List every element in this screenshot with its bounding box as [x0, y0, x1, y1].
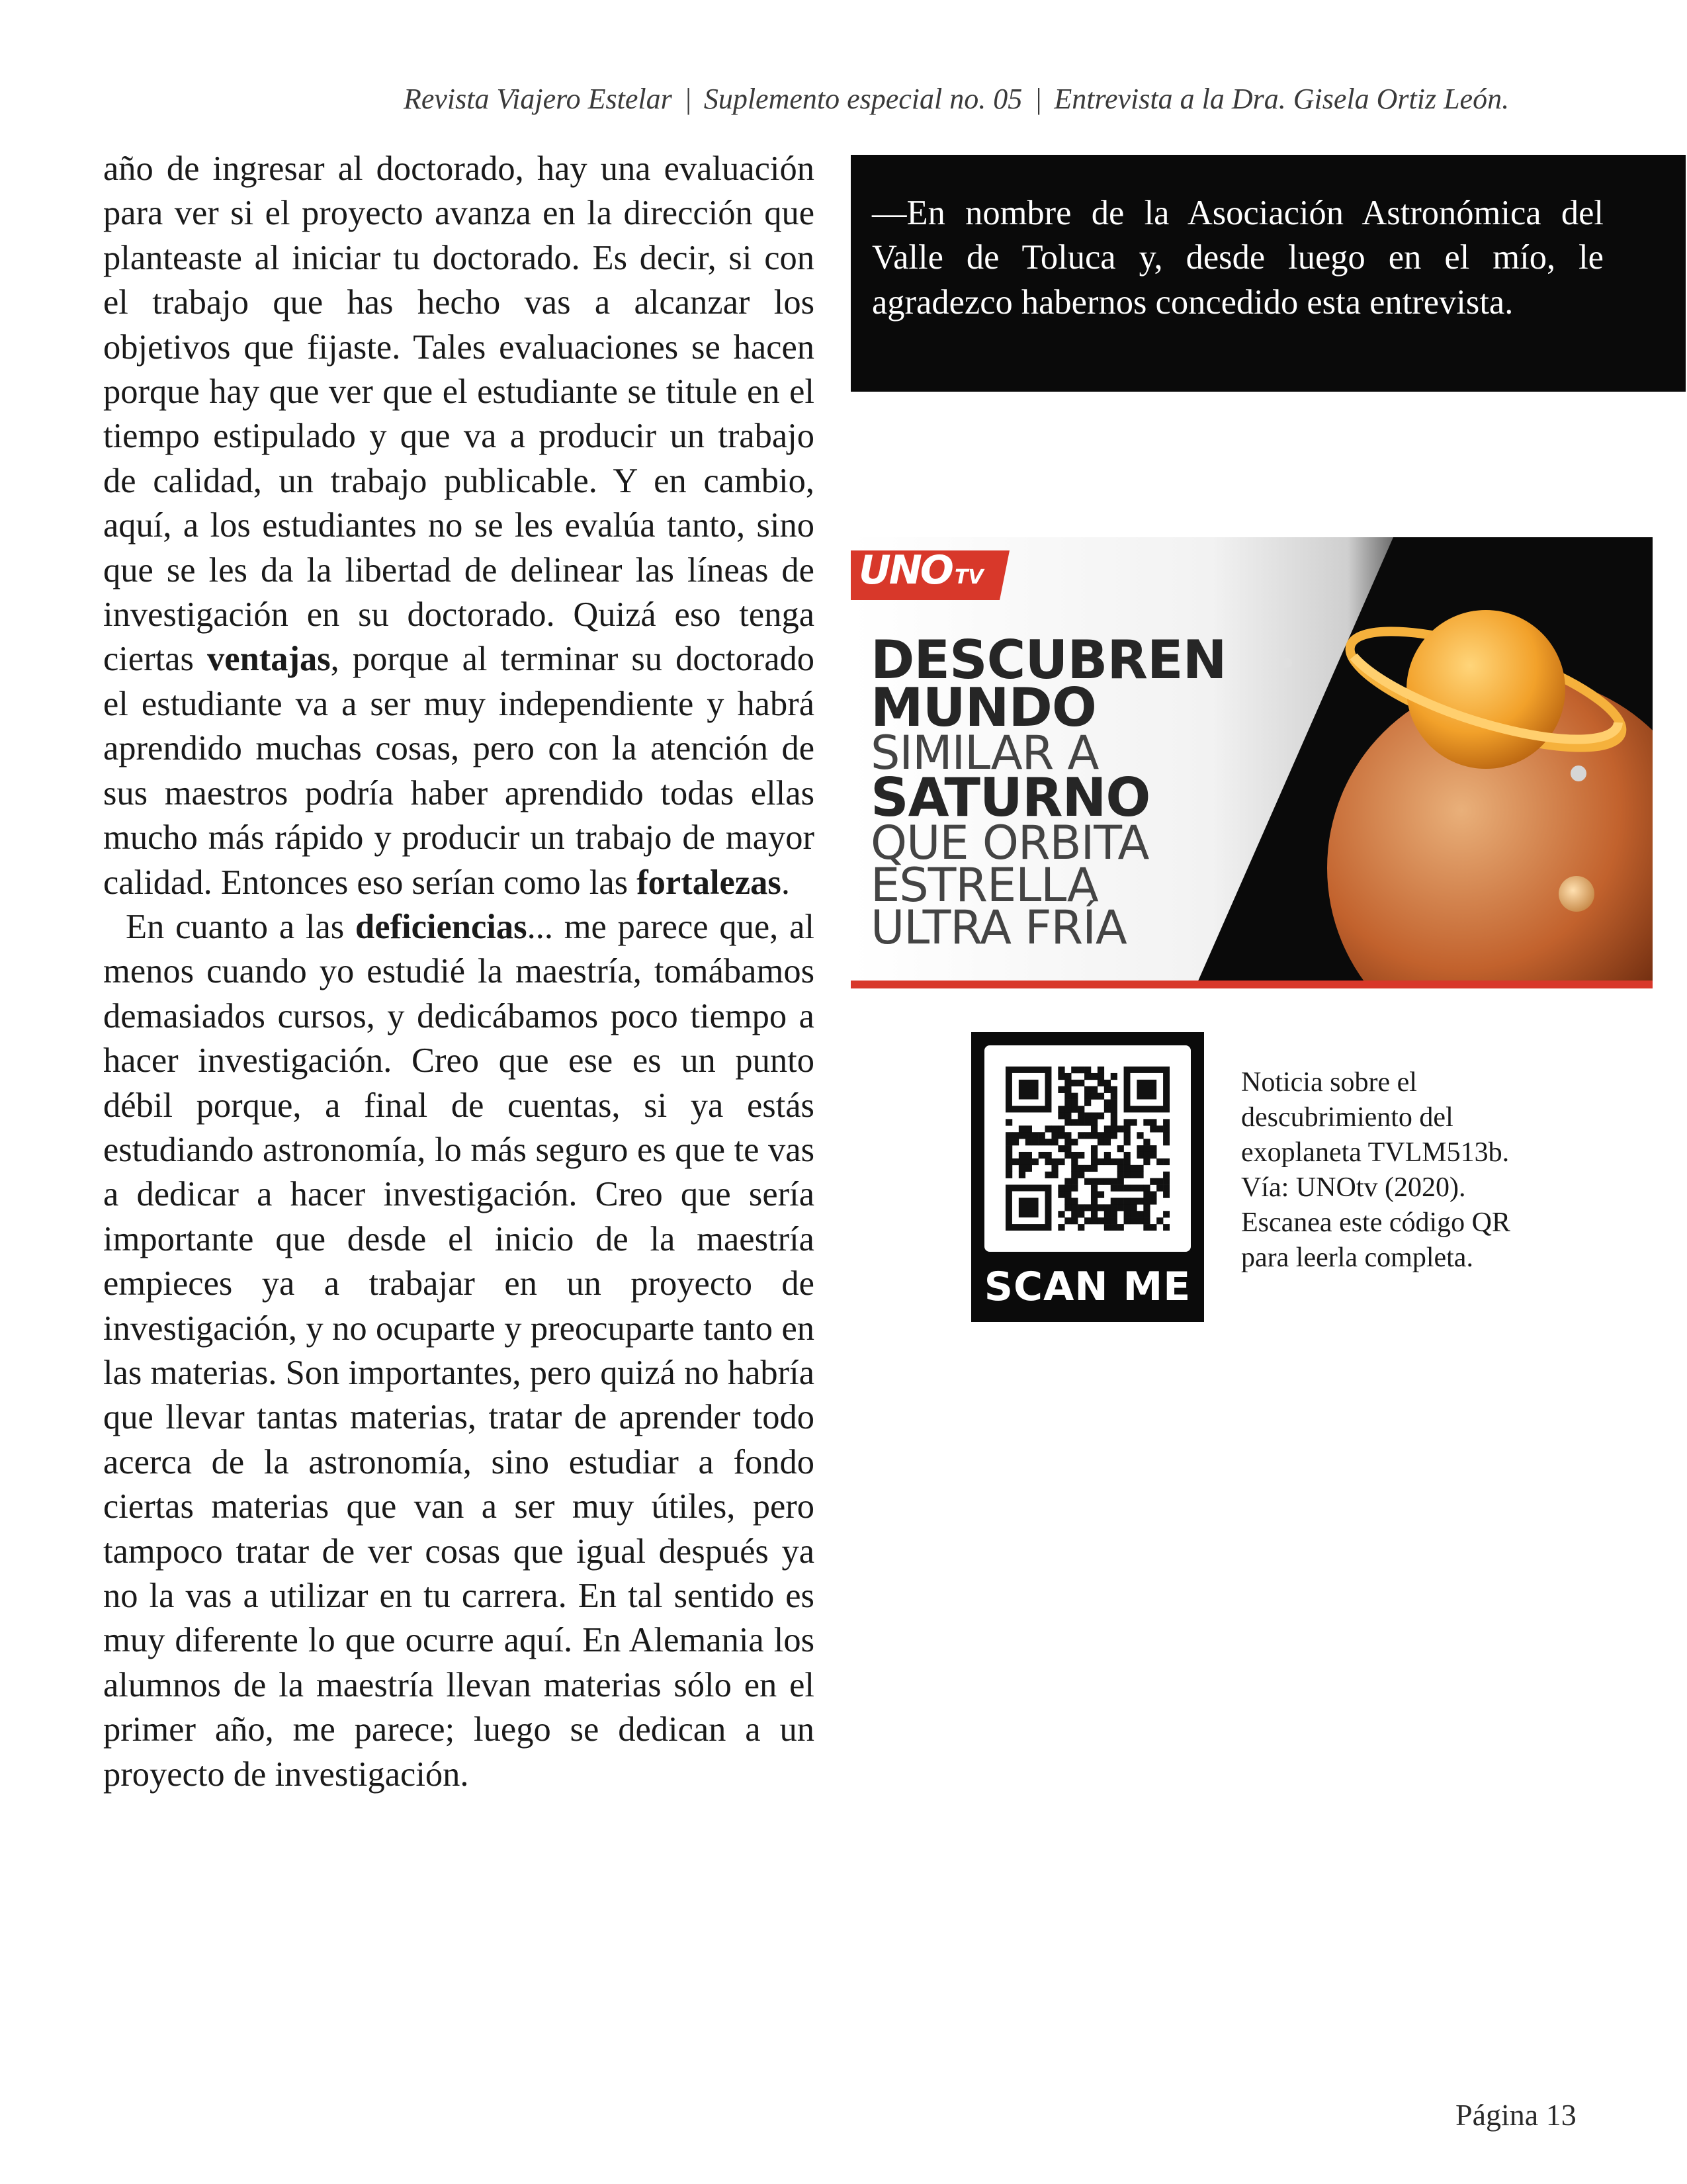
- closing-statement-box: [851, 155, 1686, 392]
- qr-code-image[interactable]: [984, 1045, 1191, 1252]
- header-separator: |: [1034, 83, 1043, 115]
- unotv-logo: UNO TV: [859, 547, 984, 593]
- page-number: Página 13: [1455, 2098, 1577, 2132]
- qr-code-block[interactable]: [971, 1032, 1204, 1322]
- star-icon: [1283, 658, 1292, 668]
- running-header: [404, 82, 1568, 116]
- header-article: Entrevista a la Dra. Gisela Ortiz León.: [1054, 83, 1510, 115]
- closing-statement-text: —En nombre de la Asociación Astronómica del Valle de Toluca y, desde luego en el mío, le agradezco habernos concedido esta entrevista.: [872, 194, 1604, 322]
- bold-deficiencias: deficiencias: [355, 907, 527, 946]
- qr-finder-pattern: [1019, 1080, 1039, 1100]
- news-ad-image: [851, 537, 1653, 988]
- header-separator: |: [683, 83, 692, 115]
- paragraph-deficiencies: En cuanto a las deficiencias... me parece que, al menos cuando yo estudié la maestría, tomábamos demasiados cursos, y dedicábamos poco tiempo a hacer investigación. Creo que ese es un punto débil porque, a final de cuentas, si ya estás estudiando astronomía, lo más seguro es que te vas a dedicar a hacer investigación. Creo que sería importante que desde el inicio de la maestría empieces ya a trabajar en un proyecto de investigación, y no ocuparte y preocuparte tanto en las materias. Son importantes, pero quizá no habría que llevar tantas materias, tratar de aprender todo acerca de la astronomía, sino estudiar a fondo ciertas materias que van a ser muy útiles, pero tampoco tratar de ver cosas que igual después ya no la vas a utilizar en tu carrera. En tal sentido es muy diferente lo que ocurre aquí. En Alemania los alumnos de la maestría llevan materias sólo en el primer año, me parece; luego se dedican a un proyecto de investigación.: [103, 907, 814, 1794]
- article-body: [103, 147, 814, 1797]
- qr-code-icon: [1006, 1067, 1170, 1231]
- small-moon-icon: [1571, 765, 1586, 781]
- paragraph-strengths: año de ingresar al doctorado, hay una evaluación para ver si el proyecto avanza en la dirección que planteaste al iniciar tu doctorado. Es decir, si con el trabajo que has hecho vas a alcanzar los objetivos que fijaste. Tales evaluaciones se hacen porque hay que ver que el estudiante se titule en el tiempo estipulado y que va a producir un trabajo de calidad, un trabajo publicable. Y en cambio, aquí, a los estudiantes no se les evalúa tanto, sino que se les da la libertad de delinear las líneas de investigación en su doctorado. Quizá eso tenga ciertas ventajas, porque al terminar su doctorado el estudiante va a ser muy independiente y habrá aprendido muchas cosas, pero con la atención de sus maestros podría haber aprendido todas ellas mucho más rápido y producir un trabajo de mayor calidad. Entonces eso serían como las fortalezas.: [103, 150, 814, 902]
- moon-icon: [1559, 876, 1594, 912]
- header-supplement: Suplemento especial no. 05: [703, 83, 1023, 115]
- ad-headline: DESCUBREN MUNDO SIMILAR A SATURNO QUE ORBITA ESTRELLA ULTRA FRÍA: [871, 629, 1227, 955]
- header-magazine: Revista Viajero Estelar: [404, 83, 672, 115]
- ad-accent-bar: [851, 981, 1653, 988]
- qr-finder-pattern: [1019, 1198, 1039, 1217]
- bold-ventajas: ventajas: [207, 640, 331, 679]
- scan-me-label: SCAN ME: [984, 1264, 1191, 1310]
- qr-caption: Noticia sobre el descubrimiento del exoplaneta TVLM513b. Vía: UNOtv (2020). Escanea este código QR para leerla completa.: [1241, 1067, 1511, 1273]
- qr-finder-pattern: [1137, 1080, 1156, 1100]
- bold-fortalezas: fortalezas: [636, 863, 781, 902]
